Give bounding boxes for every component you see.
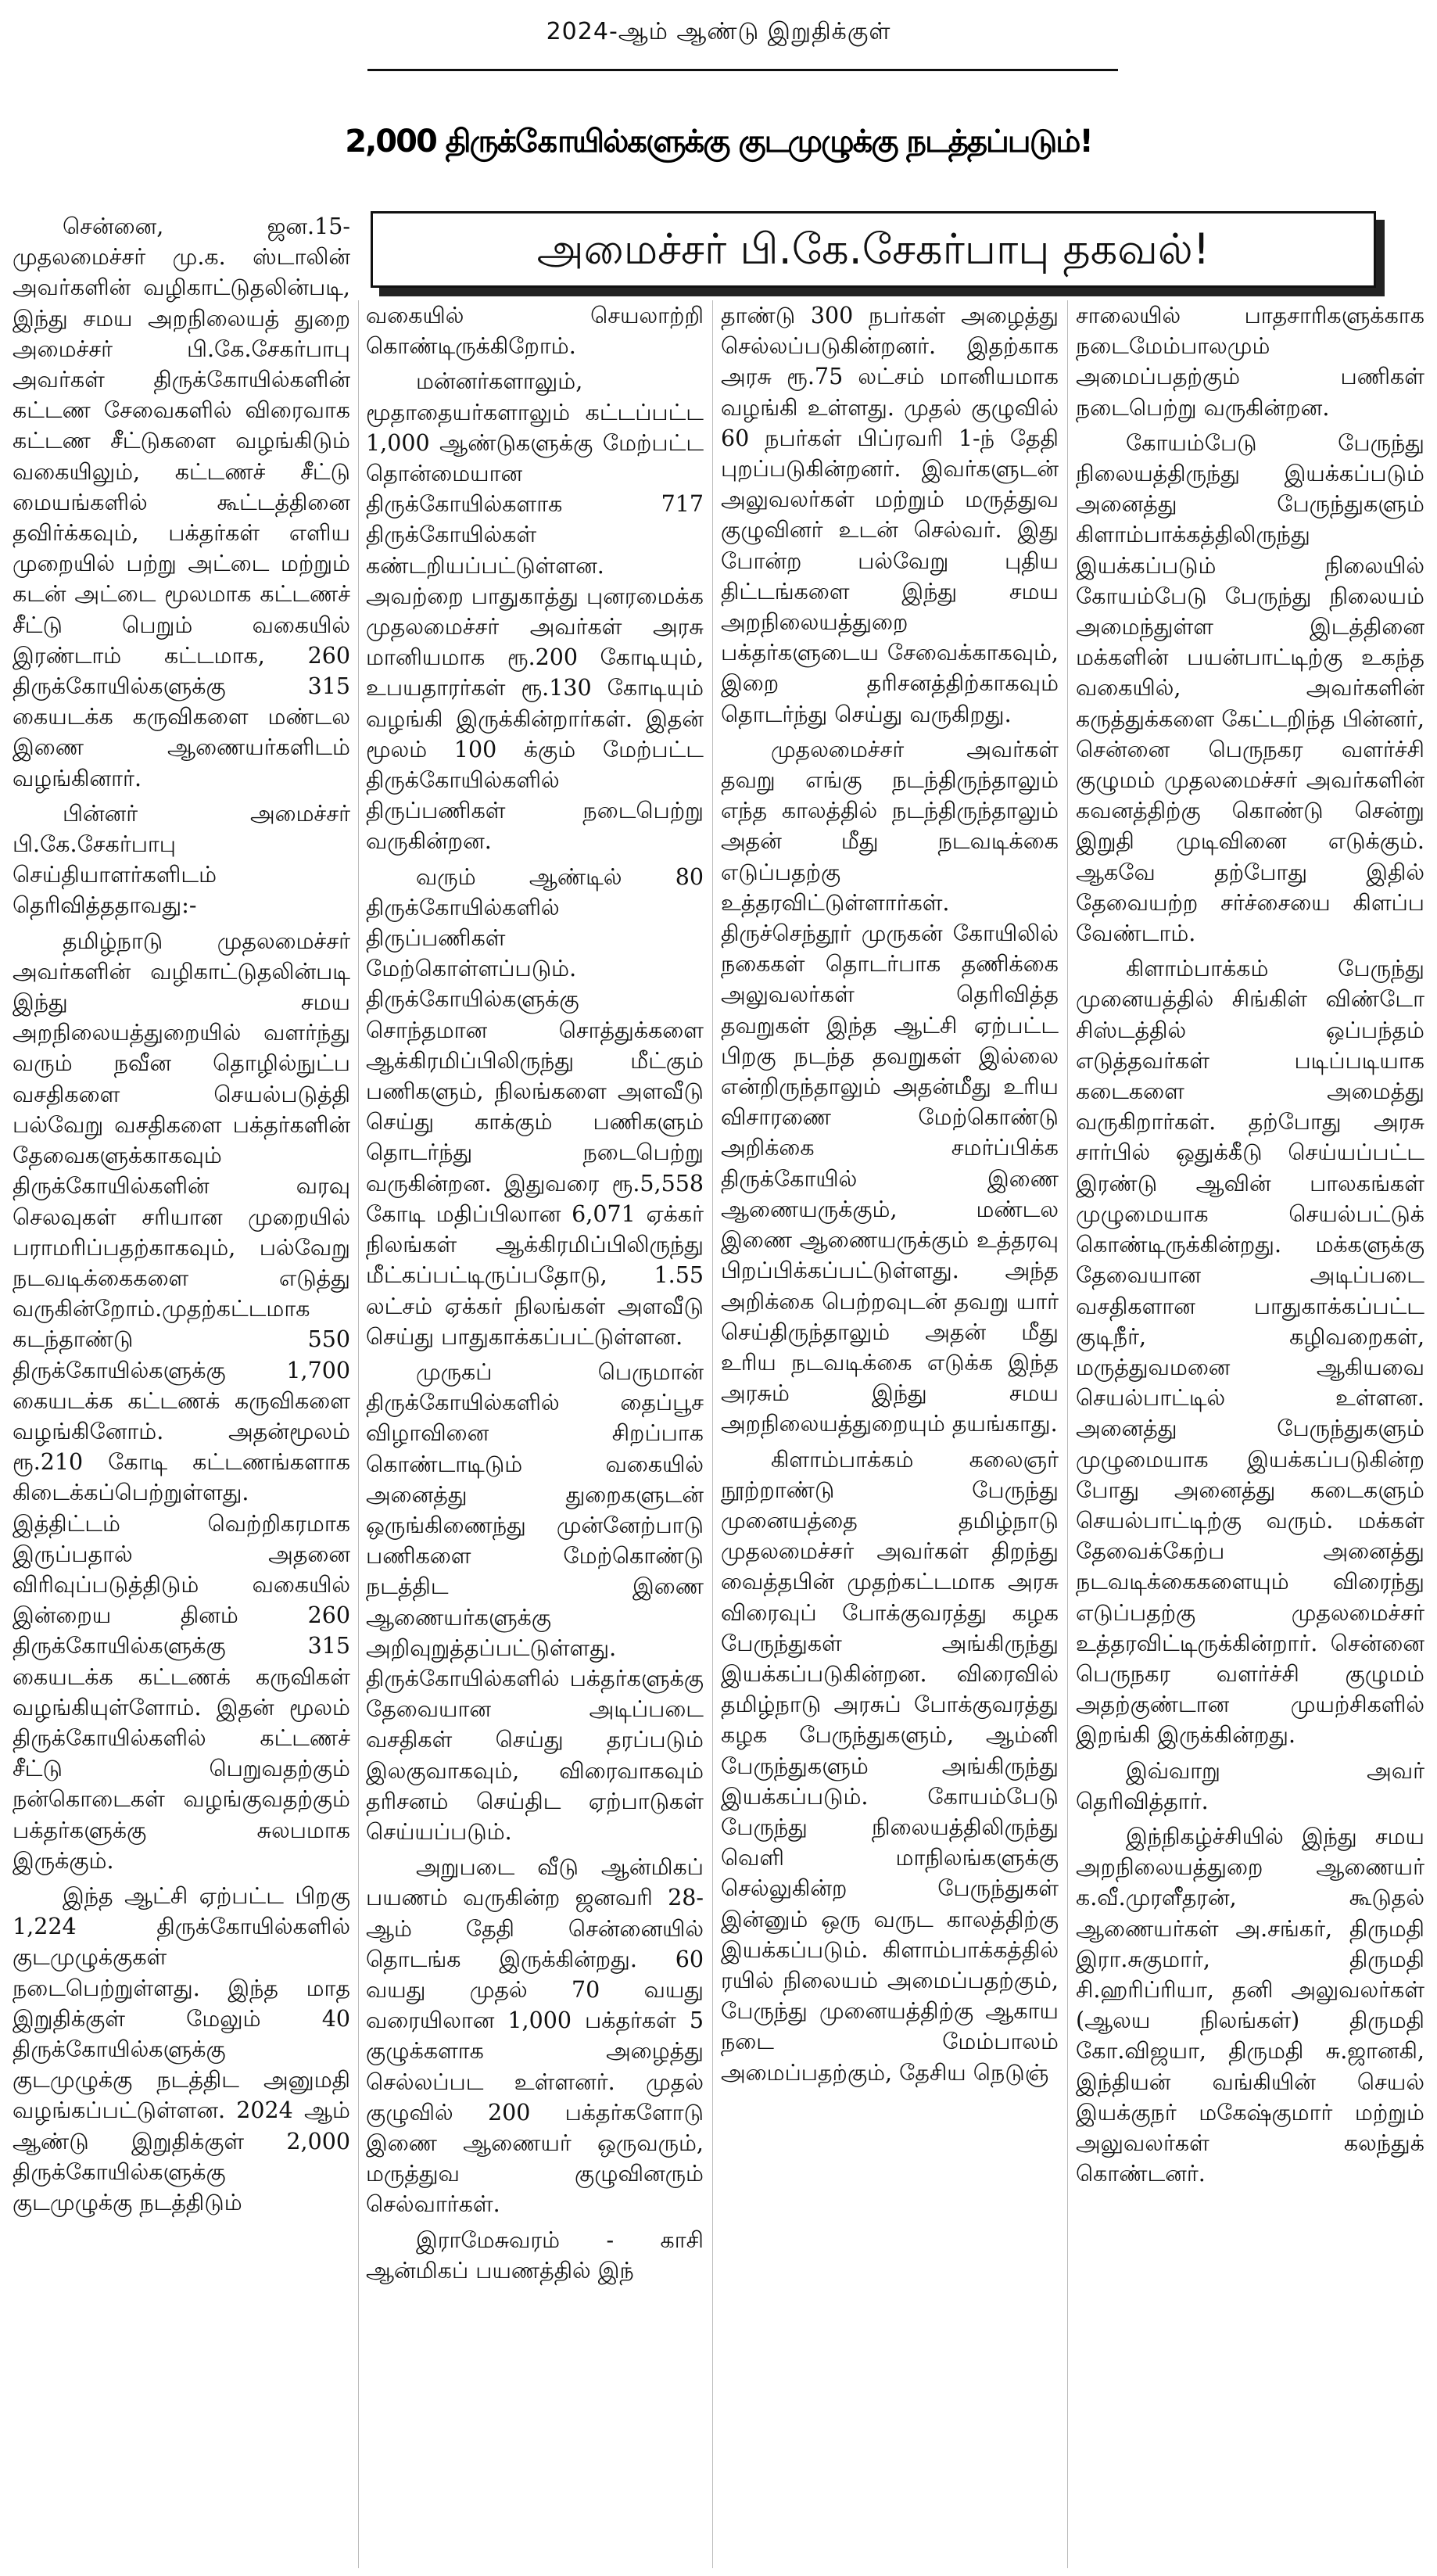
article-column-3 <box>721 300 1059 2565</box>
subhead-text: அமைச்சர் பி.கே.சேகர்பாபு தகவல்! <box>536 224 1210 274</box>
paragraph: இவ்வாறு அவர் தெரிவித்தார். <box>1076 1757 1424 1814</box>
paragraph: முருகப் பெருமான் திருக்கோயில்களில் தைப்பூச விழாவினை சிறப்பாக கொண்டாடிடும் வகையில் அனைத்து துறைகளுடன் ஒருங்கிணைந்து முன்னேற்பாடு பணிகளை மேற்கொண்டு நடத்திட இணை ஆணையர்களுக்கு அறிவுறுத்தப்பட்டுள்ளது. திருக்கோயில்களில் பக்தர்களுக்கு தேவையான அடிப்படை வசதிகள் செய்து தரப்படும் இலகுவாகவும், விரைவாகவும் தரிசனம் செய்திட ஏற்பாடுகள் செய்யப்படும். <box>366 1358 704 1845</box>
paragraph: பின்னர் அமைச்சர் பி.கே.சேகர்பாபு செய்தியாளர்களிடம் தெரிவித்ததாவது:- <box>13 800 350 919</box>
paragraph: இந்நிகழ்ச்சியில் இந்து சமய அறநிலையத்துறை ஆணையர் க.வீ.முரளீதரன், கூடுதல் ஆணையர்கள் அ.சங்கர், திருமதி இரா.சுகுமார், திருமதி சி.ஹரிப்ரியா, தனி அலுவலர்கள் (ஆலய நிலங்கள்) திருமதி கோ.விஜயா, திருமதி சு.ஜானகி, இந்தியன் வங்கியின் செயல் இயக்குநர் மகேஷ்குமார் மற்றும் அலுவலர்கள் கலந்துக் கொண்டனர். <box>1076 1823 1424 2187</box>
column-divider <box>358 300 359 2568</box>
paragraph: கோயம்பேடு பேருந்து நிலையத்திருந்து இயக்கப்படும் அனைத்து பேருந்துகளும் கிளாம்பாக்கத்திலிருந்து இயக்கப்படும் நிலையில் கோயம்பேடு பேருந்து நிலையம் அமைந்துள்ள இடத்தினை மக்களின் பயன்பாட்டிற்கு உகந்த வகையில், அவர்களின் கருத்துக்களை கேட்டறிந்த பின்னர், சென்னை பெருநகர வளர்ச்சி குழுமம் முதலமைச்சர் அவர்களின் கவனத்திற்கு கொண்டு சென்று இறுதி முடிவினை எடுக்கும். ஆகவே தற்போது இதில் தேவையற்ற சர்ச்சையை கிளப்ப வேண்டாம். <box>1076 429 1424 947</box>
subhead-box <box>371 211 1376 288</box>
paragraph: தாண்டு 300 நபர்கள் அழைத்து செல்லப்படுகின்றனர். இதற்காக அரசு ரூ.75 லட்சம் மானியமாக வழங்கி உள்ளது. முதல் குழுவில் 60 நபர்கள் பிப்ரவரி 1-ந் தேதி புறப்படுகின்றனர். இவர்களுடன் அலுவலர்கள் மற்றும் மருத்துவ குழுவினர் உடன் செல்வர். இது போன்ற பல்வேறு புதிய திட்டங்களை இந்து சமய அறநிலையத்துறை பக்தர்களுடைய சேவைக்காகவும், இறை தரிசனத்திற்காகவும் தொடர்ந்து செய்து வருகிறது. <box>721 303 1059 727</box>
headline: 2,000 திருக்கோயில்களுக்கு குடமுழுக்கு நடத்தப்படும்! <box>345 124 1092 160</box>
paragraph: முதலமைச்சர் அவர்கள் தவறு எங்கு நடந்திருந்தாலும் எந்த காலத்தில் நடந்திருந்தாலும் அதன் மீது நடவடிக்கை எடுப்பதற்கு உத்தரவிட்டுள்ளார்கள். திருச்செந்தூர் முருகன் கோயிலில் நகைகள் தொடர்பாக தணிக்கை அலுவலர்கள் தெரிவித்த தவறுகள் இந்த ஆட்சி ஏற்பட்ட பிறகு நடந்த தவறுகள் இல்லை என்றிருந்தாலும் அதன்மீது உரிய விசாரணை மேற்கொண்டு அறிக்கை சமர்ப்பிக்க திருக்கோயில் இணை ஆணையருக்கும், மண்டல இணை ஆணையருக்கும் உத்தரவு பிறப்பிக்கப்பட்டுள்ளது. அந்த அறிக்கை பெற்றவுடன் தவறு யார் செய்திருந்தாலும் அதன் மீது உரிய நடவடிக்கை எடுக்க இந்த அரசும் இந்து சமய அறநிலையத்துறையும் தயங்காது. <box>721 736 1059 1437</box>
paragraph: இராமேசுவரம் - காசி ஆன்மிகப் பயணத்தில் இந் <box>366 2226 704 2284</box>
column-divider <box>712 300 713 2568</box>
article-column-2 <box>366 300 704 2565</box>
article-column-1 <box>13 211 350 2565</box>
paragraph: வகையில் செயலாற்றி கொண்டிருக்கிறோம். <box>366 303 704 360</box>
kicker-line: 2024-ஆம் ஆண்டு இறுதிக்குள் <box>546 18 891 45</box>
paragraph: கிளாம்பாக்கம் பேருந்து முனையத்தில் சிங்கிள் விண்டோ சிஸ்டத்தில் ஒப்பந்தம் எடுத்தவர்கள் படிப்படியாக கடைகளை அமைத்து வருகிறார்கள். தற்போது அரசு சார்பில் ஒதுக்கீடு செய்யப்பட்ட இரண்டு ஆவின் பாலகங்கள் முழுமையாக செயல்பட்டுக் கொண்டிருக்கின்றது. மக்களுக்கு தேவையான அடிப்படை வசதிகளான பாதுகாக்கப்பட்ட குடிநீர், கழிவறைகள், மருத்துவமனை ஆகியவை செயல்பாட்டில் உள்ளன. அனைத்து பேருந்துகளும் முழுமையாக இயக்கப்படுகின்ற போது அனைத்து கடைகளும் செயல்பாட்டிற்கு வரும். மக்கள் தேவைக்கேற்ப அனைத்து நடவடிக்கைகளையும் விரைந்து எடுப்பதற்கு முதலமைச்சர் உத்தரவிட்டிருக்கின்றார். சென்னை பெருநகர வளர்ச்சி குழுமம் அதற்குண்டான முயற்சிகளில் இறங்கி இருக்கின்றது. <box>1076 956 1424 1749</box>
paragraph: சாலையில் பாதசாரிகளுக்காக நடைமேம்பாலமும் அமைப்பதற்கும் பணிகள் நடைபெற்று வருகின்றன. <box>1076 303 1424 421</box>
paragraph: கிளாம்பாக்கம் கலைஞர் நூற்றாண்டு பேருந்து முனையத்தை தமிழ்நாடு முதலமைச்சர் அவர்கள் திறந்து வைத்தபின் முதற்கட்டமாக அரசு விரைவுப் போக்குவரத்து கழக பேருந்துகள் அங்கிருந்து இயக்கப்படுகின்றன. விரைவில் தமிழ்நாடு அரசுப் போக்குவரத்து கழக பேருந்துகளும், ஆம்னி பேருந்துகளும் அங்கிருந்து இயக்கப்படும். கோயம்பேடு பேருந்து நிலையத்திலிருந்து வெளி மாநிலங்களுக்கு செல்லுகின்ற பேருந்துகள் இன்னும் ஒரு வருட காலத்திற்கு இயக்கப்படும். கிளாம்பாக்கத்தில் ரயில் நிலையம் அமைப்பதற்கும், பேருந்து முனையத்திற்கு ஆகாய நடை மேம்பாலம் அமைப்பதற்கும், தேசிய நெடுஞ் <box>721 1446 1059 2086</box>
column-divider <box>1067 300 1068 2568</box>
paragraph: அறுபடை வீடு ஆன்மிகப் பயணம் வருகின்ற ஜனவரி 28-ஆம் தேதி சென்னையில் தொடங்க இருக்கின்றது. 60 வயது முதல் 70 வயது வரையிலான 1,000 பக்தர்கள் 5 குழுக்களாக அழைத்து செல்லப்பட உள்ளனர். முதல் குழுவில் 200 பக்தர்களோடு இணை ஆணையர் ஒருவரும், மருத்துவ குழுவினரும் செல்வார்கள். <box>366 1854 704 2218</box>
paragraph: சென்னை, ஜன.15- முதலமைச்சர் மு.க. ஸ்டாலின் அவர்களின் வழிகாட்டுதலின்படி, இந்து சமய அறநிலையத் துறை அமைச்சர் பி.கே.சேகர்பாபு அவர்கள் திருக்கோயில்களின் கட்டண சேவைகளில் விரைவாக கட்டண சீட்டுகளை வழங்கிடும் வகையிலும், கட்டணச் சீட்டு மையங்களில் கூட்டத்தினை தவிர்க்கவும், பக்தர்கள் எளிய முறையில் பற்று அட்டை மற்றும் கடன் அட்டை மூலமாக கட்டணச் சீட்டு பெறும் வகையில் இரண்டாம் கட்டமாக, 260 திருக்கோயில்களுக்கு 315 கையடக்க கருவிகளை மண்டல இணை ஆணையர்களிடம் வழங்கினார். <box>13 213 350 791</box>
paragraph: வரும் ஆண்டில் 80 திருக்கோயில்களில் திருப்பணிகள் மேற்கொள்ளப்படும். திருக்கோயில்களுக்கு சொந்தமான சொத்துக்களை ஆக்கிரமிப்பிலிருந்து மீட்கும் பணிகளும், நிலங்களை அளவீடு செய்து காக்கும் பணிகளும் தொடர்ந்து நடைபெற்று வருகின்றன. இதுவரை ரூ.5,558 கோடி மதிப்பிலான 6,071 ஏக்கர் நிலங்கள் ஆக்கிரமிப்பிலிருந்து மீட்கப்பட்டிருப்பதோடு, 1.55 லட்சம் ஏக்கர் நிலங்கள் அளவீடு செய்து பாதுகாக்கப்பட்டுள்ளன. <box>366 863 704 1350</box>
paragraph: தமிழ்நாடு முதலமைச்சர் அவர்களின் வழிகாட்டுதலின்படி இந்து சமய அறநிலையத்துறையில் வளர்ந்து வரும் நவீன தொழில்நுட்ப வசதிகளை செயல்படுத்தி பல்வேறு வசதிகளை பக்தர்களின் தேவைகளுக்காகவும் திருக்கோயில்களின் வரவு செலவுகள் சரியான முறையில் பராமரிப்பதற்காகவும், பல்வேறு நடவடிக்கைகளை எடுத்து வருகின்றோம்.முதற்கட்டமாக கடந்தாண்டு 550 திருக்கோயில்களுக்கு 1,700 கையடக்க கட்டணக் கருவிகளை வழங்கினோம். அதன்மூலம் ரூ.210 கோடி கட்டணங்களாக கிடைக்கப்பெற்றுள்ளது. இத்திட்டம் வெற்றிகரமாக இருப்பதால் அதனை விரிவுப்படுத்திடும் வகையில் இன்றைய தினம் 260 திருக்கோயில்களுக்கு 315 கையடக்க கட்டணக் கருவிகள் வழங்கியுள்ளோம். இதன் மூலம் திருக்கோயில்களில் கட்டணச் சீட்டு பெறுவதற்கும் நன்கொடைகள் வழங்குவதற்கும் பக்தர்களுக்கு சுலபமாக இருக்கும். <box>13 927 350 1874</box>
article-column-4 <box>1076 300 1424 2565</box>
paragraph: மன்னர்களாலும், மூதாதையர்களாலும் கட்டப்பட்ட 1,000 ஆண்டுகளுக்கு மேற்பட்ட தொன்மையான திருக்கோயில்களாக 717 திருக்கோயில்கள் கண்டறியப்பட்டுள்ளன. அவற்றை பாதுகாத்து புனரமைக்க முதலமைச்சர் அவர்கள் அரசு மானியமாக ரூ.200 கோடியும், உபயதாரர்கள் ரூ.130 கோடியும் வழங்கி இருக்கின்றார்கள். இதன் மூலம் 100 க்கும் மேற்பட்ட திருக்கோயில்களில் திருப்பணிகள் நடைபெற்று வருகின்றன. <box>366 368 704 855</box>
kicker-underline <box>367 69 1118 71</box>
paragraph: இந்த ஆட்சி ஏற்பட்ட பிறகு 1,224 திருக்கோயில்களில் குடமுழுக்குகள் நடைபெற்றுள்ளது. இந்த மாத இறுதிக்குள் மேலும் 40 திருக்கோயில்களுக்கு குடமுழுக்கு நடத்திட அனுமதி வழங்கப்பட்டுள்ளன. 2024 ஆம் ஆண்டு இறுதிக்குள் 2,000 திருக்கோயில்களுக்கு குடமுழுக்கு நடத்திடும் <box>13 1882 350 2215</box>
